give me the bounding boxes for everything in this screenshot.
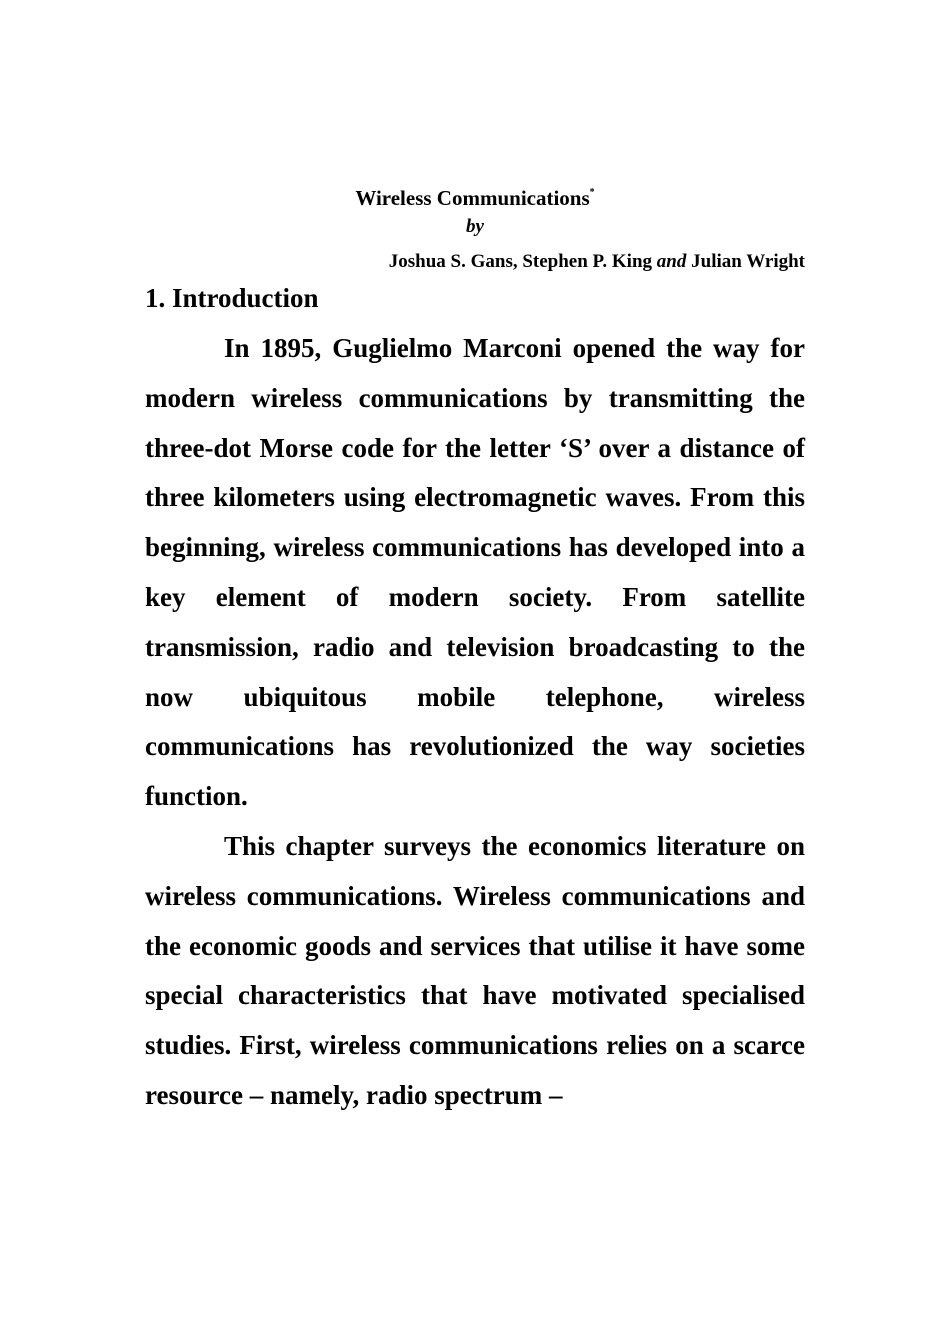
authors-first: Joshua S. Gans, Stephen P. King — [388, 251, 653, 272]
author-list — [389, 249, 805, 275]
document-title-text: Wireless Communications — [355, 186, 590, 210]
authors-last: Julian Wright — [691, 251, 805, 272]
title-footnote-marker: * — [589, 187, 595, 198]
body-text — [145, 324, 805, 1121]
paragraph-2: This chapter surveys the economics literature on wireless communications. Wireless communications and the economic goods and services that utilise it have some special characteristics that have motivated specialised studies. First, wireless communications relies on a scarce resource – namely, radio spectrum – — [145, 830, 805, 1110]
byline: by — [466, 216, 484, 237]
section-heading: 1. Introduction — [145, 283, 319, 313]
paragraph-1: In 1895, Guglielmo Marconi opened the way for modern wireless communications by transmitting the three-dot Morse code for the letter ‘S’ over a distance of three kilometers using electromagnetic waves. From this beginning, wireless communications has developed into a key element of modern society. From satellite transmission, radio and television broadcasting to the now ubiquitous mobile telephone, wireless communications has revolutionized the way societies function. — [145, 333, 805, 812]
document-title — [145, 182, 805, 214]
authors-conjunction: and — [656, 251, 687, 272]
title-block — [145, 182, 805, 240]
